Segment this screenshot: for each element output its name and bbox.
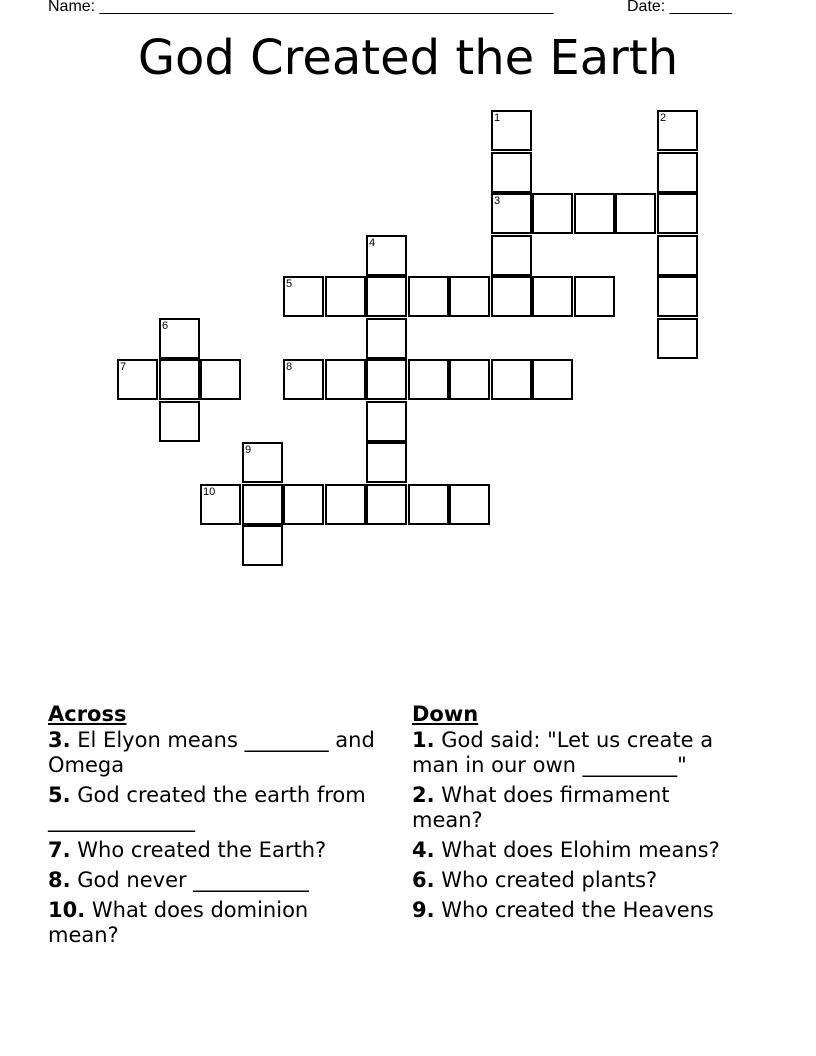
cell-number: 4 bbox=[369, 237, 376, 249]
crossword-cell[interactable] bbox=[657, 110, 698, 151]
crossword-cell[interactable] bbox=[325, 359, 366, 400]
across-clue bbox=[48, 728, 378, 778]
clue-text: What does dominion mean? bbox=[48, 898, 309, 947]
crossword-cell[interactable] bbox=[449, 276, 490, 317]
cell-number: 8 bbox=[286, 361, 293, 373]
clue-number: 2. bbox=[412, 783, 435, 807]
clue-number: 10. bbox=[48, 898, 86, 922]
crossword-cell[interactable] bbox=[532, 359, 573, 400]
across-heading: Across bbox=[48, 702, 127, 726]
crossword-cell[interactable] bbox=[283, 276, 324, 317]
crossword-cell[interactable] bbox=[200, 359, 241, 400]
cell-number: 7 bbox=[120, 361, 127, 373]
clue-text: What does firmament mean? bbox=[412, 783, 670, 832]
down-clue bbox=[412, 868, 742, 893]
crossword-cell[interactable] bbox=[366, 442, 407, 483]
crossword-cell[interactable] bbox=[408, 359, 449, 400]
crossword-cell[interactable] bbox=[408, 484, 449, 525]
crossword-cell[interactable] bbox=[242, 525, 283, 566]
crossword-cell[interactable] bbox=[491, 235, 532, 276]
crossword-cell[interactable] bbox=[408, 276, 449, 317]
crossword-cell[interactable] bbox=[242, 442, 283, 483]
clue-text: Who created plants? bbox=[441, 868, 658, 892]
crossword-cell[interactable] bbox=[532, 276, 573, 317]
crossword-cell[interactable] bbox=[657, 152, 698, 193]
across-clue bbox=[48, 868, 378, 893]
cell-number: 1 bbox=[494, 112, 501, 124]
crossword-cell[interactable] bbox=[366, 401, 407, 442]
clue-text: Who created the Earth? bbox=[77, 838, 327, 862]
clue-text: What does Elohim means? bbox=[441, 838, 720, 862]
clue-number: 6. bbox=[412, 868, 435, 892]
crossword-cell[interactable] bbox=[615, 193, 656, 234]
date-field[interactable]: Date: _______ bbox=[627, 0, 732, 15]
clue-number: 9. bbox=[412, 898, 435, 922]
crossword-cell[interactable] bbox=[242, 484, 283, 525]
crossword-cell[interactable] bbox=[491, 359, 532, 400]
clue-text: Who created the Heavens bbox=[441, 898, 714, 922]
down-heading: Down bbox=[412, 702, 479, 726]
crossword-cell[interactable] bbox=[117, 359, 158, 400]
crossword-cell[interactable] bbox=[283, 359, 324, 400]
crossword-cell[interactable] bbox=[449, 484, 490, 525]
crossword-cell[interactable] bbox=[574, 193, 615, 234]
clue-text: God never ___________ bbox=[77, 868, 309, 892]
crossword-cell[interactable] bbox=[159, 401, 200, 442]
crossword-cell[interactable] bbox=[159, 359, 200, 400]
crossword-cell[interactable] bbox=[366, 484, 407, 525]
crossword-cell[interactable] bbox=[491, 110, 532, 151]
crossword-cell[interactable] bbox=[657, 276, 698, 317]
down-clue bbox=[412, 838, 742, 863]
across-clue bbox=[48, 838, 378, 863]
down-clue bbox=[412, 783, 742, 833]
down-clue bbox=[412, 898, 742, 923]
crossword-cell[interactable] bbox=[491, 152, 532, 193]
clue-text: God said: "Let us create a man in our own _________" bbox=[412, 728, 714, 777]
clue-number: 1. bbox=[412, 728, 435, 752]
page-title: God Created the Earth bbox=[137, 30, 679, 86]
down-clues bbox=[412, 702, 742, 928]
crossword-cell[interactable] bbox=[491, 276, 532, 317]
clue-number: 3. bbox=[48, 728, 71, 752]
crossword-cell[interactable] bbox=[325, 276, 366, 317]
clue-number: 7. bbox=[48, 838, 71, 862]
clue-number: 5. bbox=[48, 783, 71, 807]
down-clue bbox=[412, 728, 742, 778]
crossword-cell[interactable] bbox=[159, 318, 200, 359]
crossword-cell[interactable] bbox=[491, 193, 532, 234]
cell-number: 5 bbox=[286, 278, 293, 290]
crossword-cell[interactable] bbox=[657, 193, 698, 234]
clue-number: 4. bbox=[412, 838, 435, 862]
cell-number: 3 bbox=[494, 195, 501, 207]
clue-text: God created the earth from ______________ bbox=[48, 783, 366, 832]
crossword-cell[interactable] bbox=[657, 235, 698, 276]
crossword-cell[interactable] bbox=[200, 484, 241, 525]
crossword-cell[interactable] bbox=[449, 359, 490, 400]
across-clue bbox=[48, 898, 378, 948]
name-field[interactable]: Name: ___________________________________________________ bbox=[48, 0, 554, 15]
across-clue bbox=[48, 783, 378, 833]
crossword-cell[interactable] bbox=[283, 484, 324, 525]
clue-text: El Elyon means ________ and Omega bbox=[48, 728, 375, 777]
across-clues bbox=[48, 702, 378, 953]
cell-number: 6 bbox=[162, 320, 169, 332]
cell-number: 10 bbox=[203, 486, 216, 498]
clue-number: 8. bbox=[48, 868, 71, 892]
crossword-cell[interactable] bbox=[574, 276, 615, 317]
crossword-cell[interactable] bbox=[657, 318, 698, 359]
cell-number: 9 bbox=[245, 444, 252, 456]
crossword-cell[interactable] bbox=[366, 359, 407, 400]
crossword-cell[interactable] bbox=[366, 276, 407, 317]
crossword-cell[interactable] bbox=[366, 235, 407, 276]
crossword-cell[interactable] bbox=[532, 193, 573, 234]
crossword-cell[interactable] bbox=[366, 318, 407, 359]
cell-number: 2 bbox=[660, 112, 667, 124]
crossword-cell[interactable] bbox=[325, 484, 366, 525]
